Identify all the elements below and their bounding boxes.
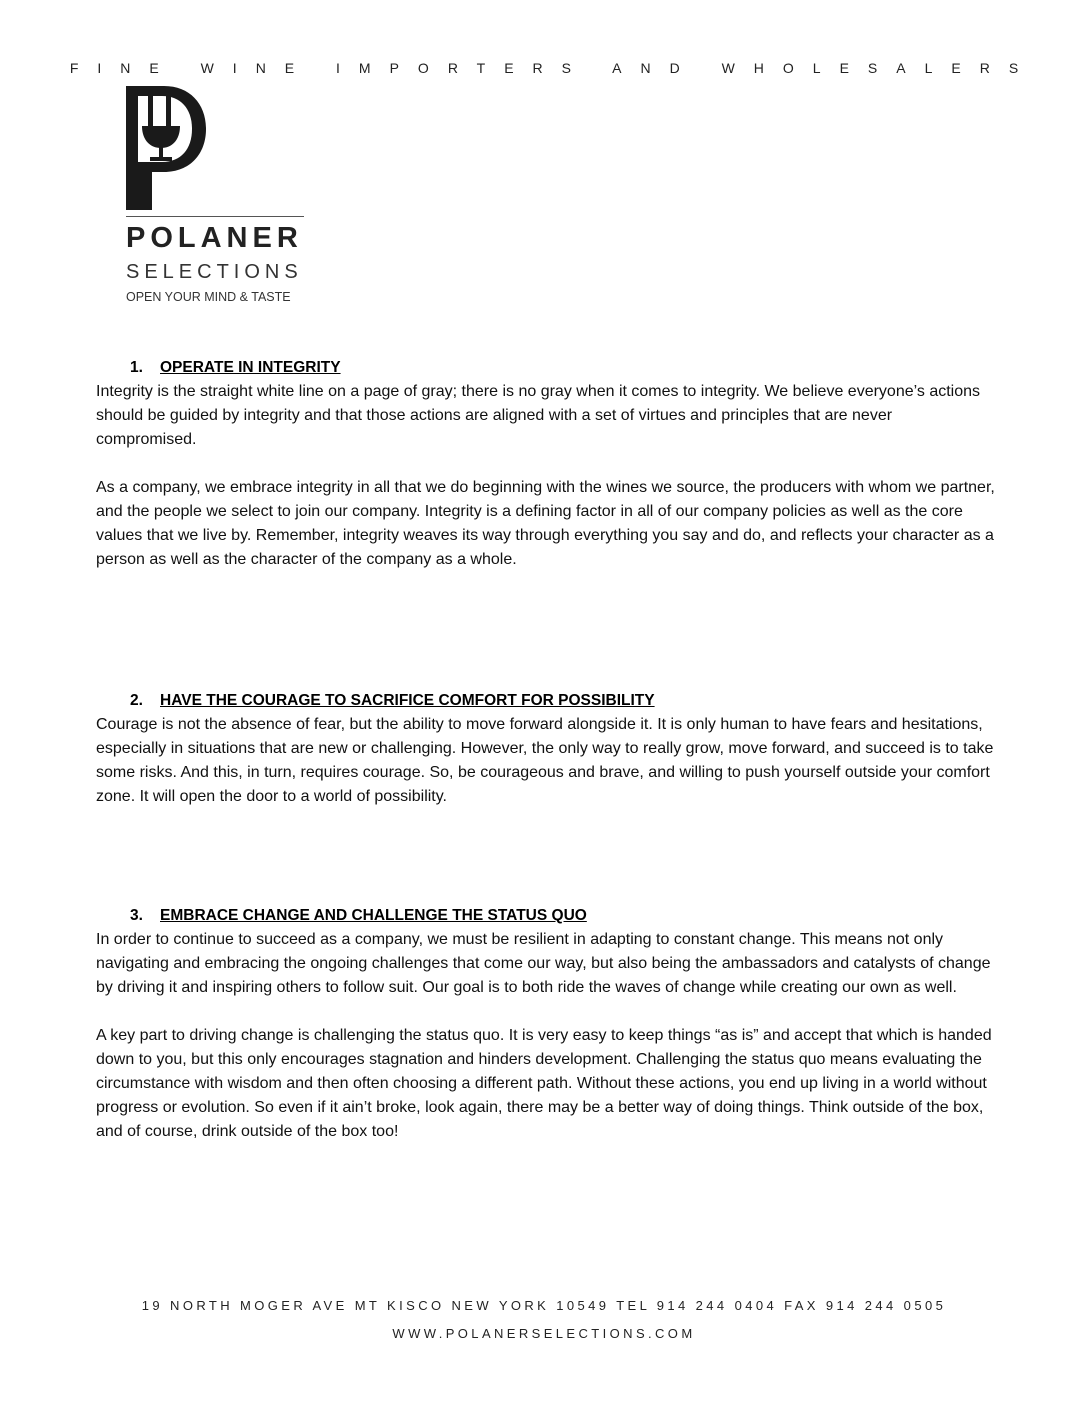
paragraph: Courage is not the absence of fear, but the ability to move forward alongside it. It is only human to have fears and hesitations, especially in situations that are new or challenging. However, the only way to really grow, move forward, and succeed is to take some risks. And this, in turn, requires courage. So, be courageous and brave, and willing to push yourself outside your comfort zone. It will open the door to a world of possibility. [96,716,994,805]
paragraph: In order to continue to succeed as a company, we must be resilient in adapting to constant change. This means not only navigating and embracing the ongoing challenges that come our way, but also being the ambassadors and catalysts of change by driving it and inspiring others to follow suit. Our goal is to both ride the waves of change while creating our own as well. [96,931,991,996]
section-number: 1. [130,359,143,376]
paragraph: As a company, we embrace integrity in all that we do beginning with the wines we source, the producers with whom we partner, and the people we select to join our company. Integrity is a defining factor in all of our company policies as well as the core values that we live by. Remember, integrity weaves its way through everything you say and do, and reflects your character as a person as well as the character of the company as a whole. [96,479,995,568]
section-courage [96,689,996,809]
section-title: OPERATE IN INTEGRITY [160,359,341,376]
section-title: EMBRACE CHANGE AND CHALLENGE THE STATUS QUO [160,907,587,924]
paragraph: Integrity is the straight white line on a page of gray; there is no gray when it comes to integrity. We believe everyone’s actions should be guided by integrity and that those actions are aligned with a set of virtues and principles that are never compromised. [96,383,981,448]
logo-divider [126,216,304,217]
section-heading [96,689,996,713]
polaner-logo [126,86,306,308]
logo-brand-name: POLANER [126,222,303,254]
section-number: 2. [130,692,143,709]
section-number: 3. [130,907,143,924]
paragraph: A key part to driving change is challenging the status quo. It is very easy to keep things “as is” and accept that which is handed down to you, but this only encourages stagnation and hinders development. Challenging the status quo means evaluating the circumstance with wisdom and then often choosing a different path. Without these actions, you end up living in a world without progress or evolution. So even if it ain’t broke, look again, there may be a better way of doing things. Think outside of the box, and of course, drink outside of the box too! [96,1027,992,1140]
header-tagline: FINE WINE IMPORTERS AND WHOLESALERS [69,60,1038,76]
logo-subtitle: SELECTIONS [126,261,303,283]
logo-mark-icon [126,86,206,210]
footer-website: WWW.POLANERSELECTIONS.COM [392,1326,696,1341]
section-heading [96,356,996,380]
logo-motto: OPEN YOUR MIND & TASTE [126,290,291,304]
section-title: HAVE THE COURAGE TO SACRIFICE COMFORT FOR POSSIBILITY [160,692,655,709]
footer-address: 19 NORTH MOGER AVE MT KISCO NEW YORK 10549 TEL 914 244 0404 FAX 914 244 0505 [141,1298,947,1313]
section-heading [96,904,996,928]
section-change [96,904,996,1144]
section-integrity [96,356,996,572]
